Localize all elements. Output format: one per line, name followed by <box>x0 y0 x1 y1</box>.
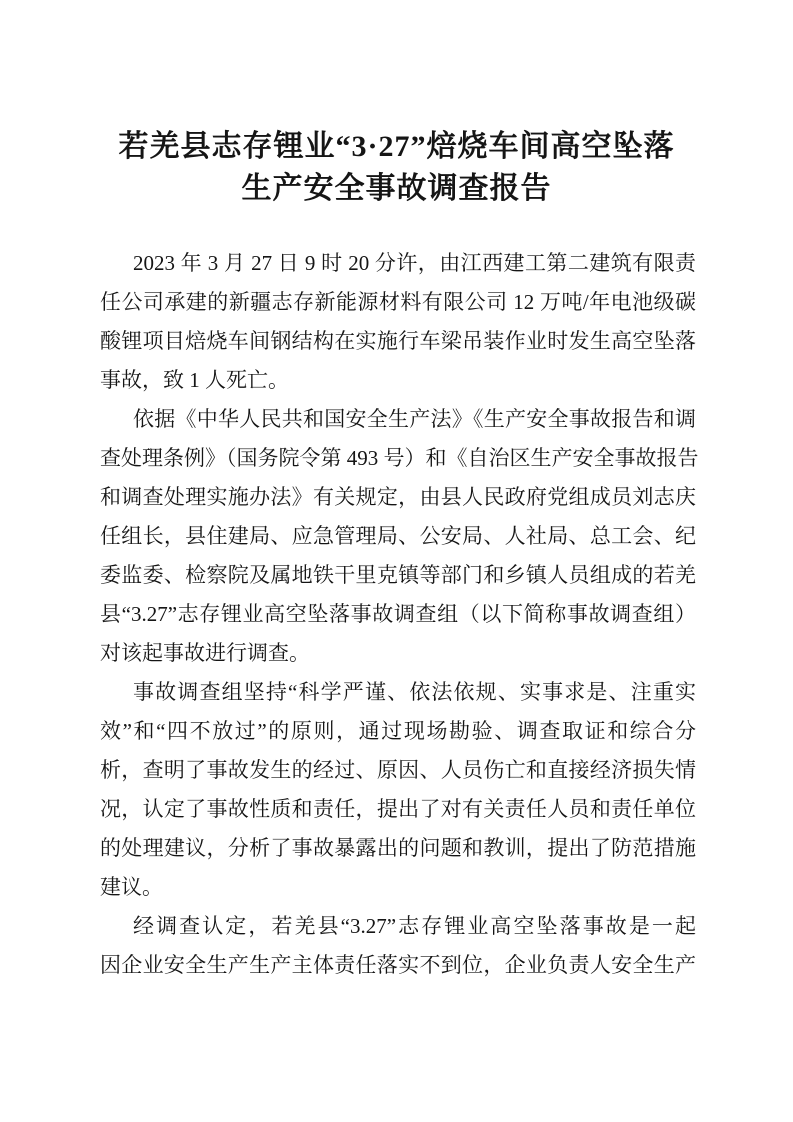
paragraph-2 <box>100 400 699 673</box>
body-line: 酸锂项目焙烧车间钢结构在实施行车梁吊装作业时发生高空坠落 <box>100 329 696 353</box>
body-line: 任公司承建的新疆志存新能源材料有限公司 12 万吨/年电池级碳 <box>100 290 696 314</box>
body-line: 对该起事故进行调查。 <box>100 641 310 665</box>
body-line: 经调查认定，若羌县“3.27”志存锂业高空坠落事故是一起 <box>133 914 696 938</box>
paragraph-1 <box>100 244 696 400</box>
body-line: 析，查明了事故发生的经过、原因、人员伤亡和直接经济损失情 <box>100 758 696 782</box>
body-line: 效”和“四不放过”的原则，通过现场勘验、调查取证和综合分 <box>100 719 696 743</box>
body-line: 事故调查组坚持“科学严谨、依法依规、实事求是、注重实 <box>133 680 696 704</box>
body-line: 任组长，县住建局、应急管理局、公安局、人社局、总工会、纪 <box>100 524 696 548</box>
body-line: 和调查处理实施办法》有关规定，由县人民政府党组成员刘志庆 <box>100 485 696 509</box>
report-title <box>0 0 793 210</box>
body-line: 委监委、检察院及属地铁干里克镇等部门和乡镇人员组成的若羌 <box>100 563 696 587</box>
body-line: 况，认定了事故性质和责任，提出了对有关责任人员和责任单位 <box>100 797 696 821</box>
body-line: 的处理建议，分析了事故暴露出的问题和教训，提出了防范措施 <box>100 836 696 860</box>
body-line: 事故，致 1 人死亡。 <box>100 368 289 392</box>
paragraph-3 <box>100 673 696 907</box>
body-line: 因企业安全生产生产主体责任落实不到位，企业负责人安全生产 <box>100 953 696 977</box>
report-title-line-1: 若羌县志存锂业“3·27”焙烧车间高空坠落 <box>118 130 675 163</box>
report-title-line-2: 生产安全事故调查报告 <box>241 172 552 205</box>
body-line: 查处理条例》（国务院令第 493 号）和《自治区生产安全事故报告 <box>100 446 699 470</box>
report-body <box>100 244 699 985</box>
body-line: 依据《中华人民共和国安全生产法》《生产安全事故报告和调 <box>133 407 696 431</box>
body-line: 县“3.27”志存锂业高空坠落事故调查组（以下简称事故调查组） <box>100 602 696 626</box>
paragraph-4 <box>100 907 696 985</box>
body-line: 建议。 <box>100 875 163 899</box>
body-line: 2023 年 3 月 27 日 9 时 20 分许，由江西建工第二建筑有限责 <box>133 251 696 275</box>
